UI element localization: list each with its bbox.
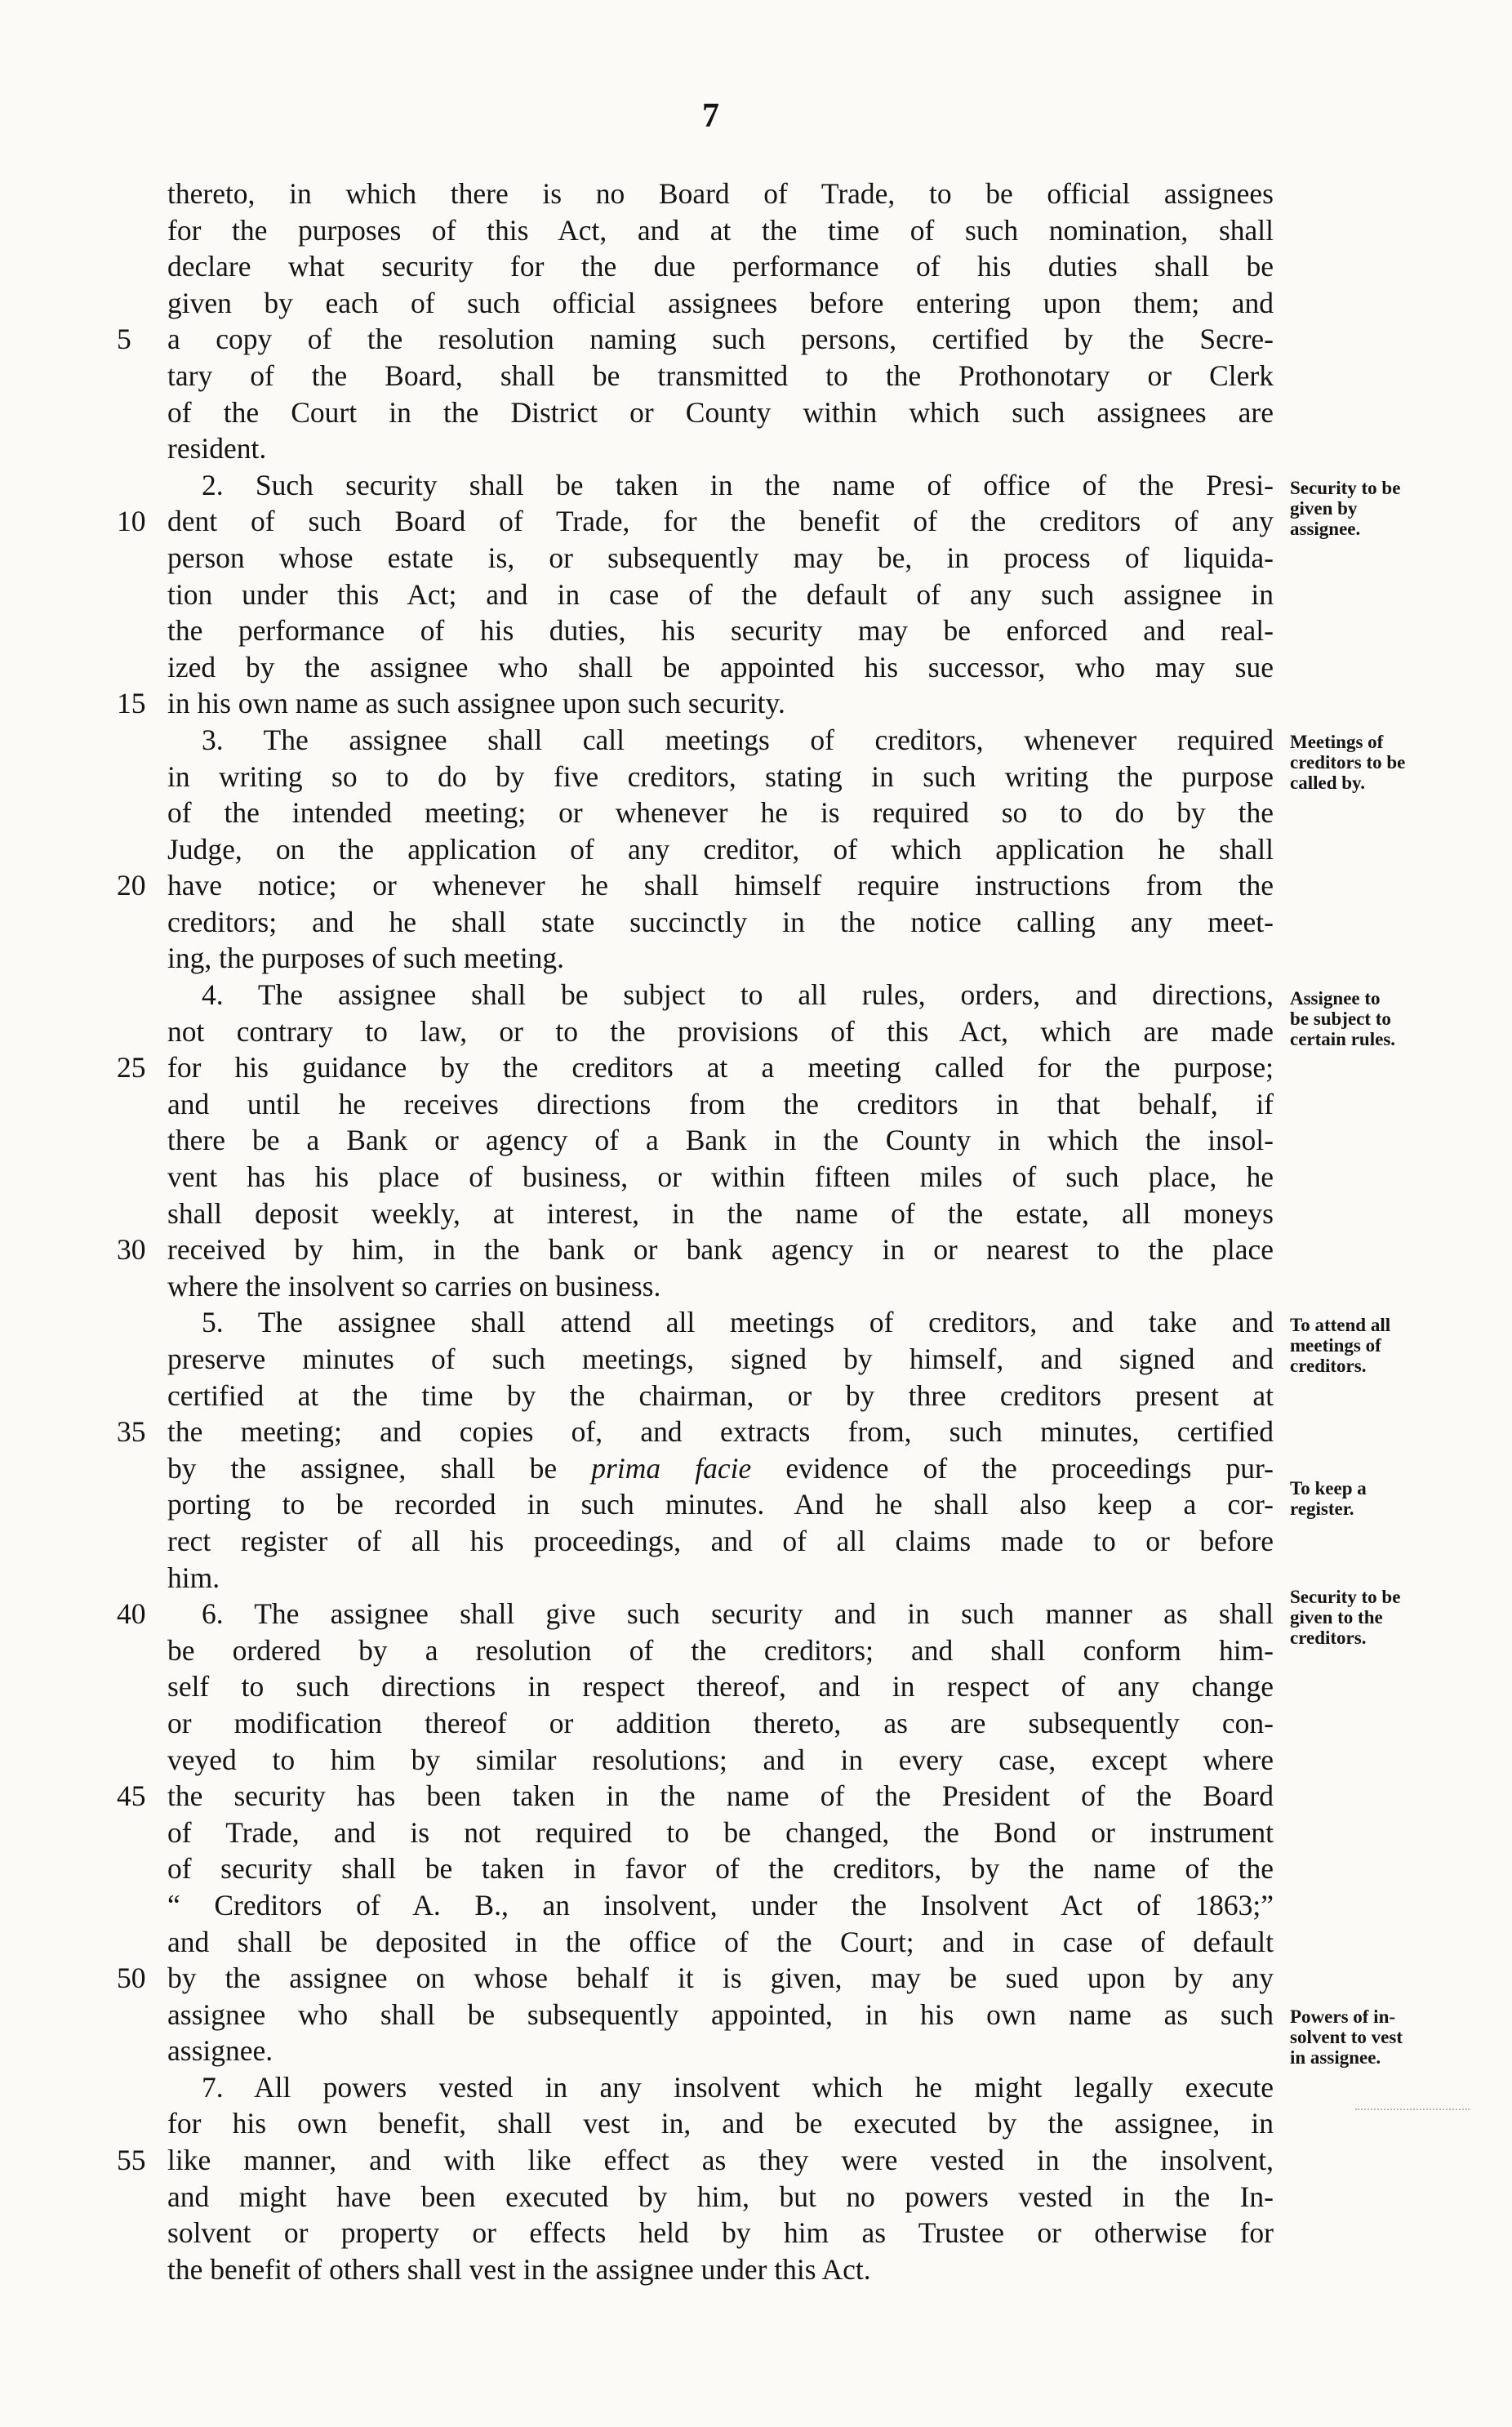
text-line [117,1596,1274,1632]
line-text: and might have been executed by him, but no powers vested in the In- [167,2180,1274,2213]
line-number: 20 [117,869,146,902]
text-line [167,1815,1274,1851]
line-text: solvent or property or effects held by him as Trustee or otherwise for [167,2216,1274,2250]
line-text: 3. The assignee shall call meetings of creditors, whenever required [202,723,1274,756]
text-line [167,1122,1274,1159]
line-text: Judge, on the application of any creditor, of which application he shall [167,832,1274,866]
line-number: 40 [117,1597,146,1631]
text-line [167,612,1274,649]
text-line [167,759,1274,795]
text-line [167,394,1274,431]
text-line [117,1231,1274,1268]
text-line [167,2251,1274,2288]
text-line [167,212,1274,249]
text-line [167,577,1274,613]
text-line [167,649,1274,686]
text-line [167,940,1274,977]
line-text: for the purposes of this Act, and at the time of such nomination, shall [167,213,1274,247]
line-text: the meeting; and copies of, and extracts from, such minutes, certified [167,1415,1274,1449]
text-line [167,831,1274,868]
text-line [167,467,1274,504]
line-text: assignee. [167,2034,273,2068]
line-text: creditors; and he shall state succinctly in the notice calling any meet- [167,905,1274,938]
text-line [167,285,1274,322]
text-line [167,2215,1274,2251]
text-line [117,685,1274,722]
margin-note: Assignee to be subject to certain rules. [1290,988,1396,1049]
line-text: declare what security for the due performance of his duties shall be [167,250,1274,283]
margin-note: Security to be given by assignee. [1290,478,1401,539]
text-line [167,2179,1274,2215]
line-text: in writing so to do by five creditors, stating in such writing the purpose [167,759,1274,793]
line-text: be ordered by a resolution of the creditors; and shall conform him- [167,1633,1274,1667]
print-smudge [1355,2109,1470,2122]
line-number: 35 [117,1415,146,1449]
text-line [167,2033,1274,2069]
line-text: certified at the time by the chairman, or by three creditors present at [167,1378,1274,1412]
text-line [117,1049,1274,1086]
line-text: vent has his place of business, or within fifteen miles of such place, he [167,1160,1274,1194]
text-line [117,1778,1274,1815]
line-text: and shall be deposited in the office of the Court; and in case of default [167,1925,1274,1958]
line-text: thereto, in which there is no Board of Trade, to be official assignees [167,177,1274,210]
line-text: 2. Such security shall be taken in the name of office of the Presi- [202,468,1274,501]
line-text: dent of such Board of Trade, for the benefit of the creditors of any [167,505,1274,538]
page-number: 7 [702,97,719,135]
line-text: 6. The assignee shall give such security and in such manner as shall [202,1597,1274,1631]
text-line [167,1705,1274,1742]
text-line [167,1924,1274,1961]
line-text: tary of the Board, shall be transmitted to the Prothonotary or Clerk [167,358,1274,392]
text-line [167,795,1274,831]
text-line [117,1414,1274,1450]
text-line [167,358,1274,394]
margin-note: Security to be given to the creditors. [1290,1587,1401,1648]
line-text: of security shall be taken in favor of the creditors, by the name of the [167,1852,1274,1886]
line-text: or modification thereof or addition thereto, as are subsequently con- [167,1706,1274,1739]
text-line [167,1632,1274,1669]
text-line [167,1196,1274,1232]
line-number: 50 [117,1962,146,1995]
line-number: 30 [117,1233,146,1267]
text-line [167,1486,1274,1523]
text-line [167,1304,1274,1341]
line-number: 55 [117,2144,146,2177]
line-text: 4. The assignee shall be subject to all rules, orders, and directions, [202,978,1274,1012]
line-text: like manner, and with like effect as they were vested in the insolvent, [167,2144,1274,2177]
line-text: the benefit of others shall vest in the assignee under this Act. [167,2252,871,2286]
text-line [167,1268,1274,1305]
line-text: assignee who shall be subsequently appointed, in his own name as such [167,1997,1274,2031]
line-text: given by each of such official assignees before entering upon them; and [167,286,1274,319]
line-text: and until he receives directions from the creditors in that behalf, if [167,1087,1274,1120]
line-text: resident. [167,432,267,465]
line-text: him. [167,1561,220,1594]
text-line [167,1560,1274,1596]
line-number: 45 [117,1779,146,1813]
line-text: by the assignee, shall be prima facie evidence of the proceedings pur- [167,1451,1274,1485]
text-line [167,904,1274,941]
line-text: “ Creditors of A. B., an insolvent, under the Insolvent Act of 1863;” [167,1888,1274,1922]
line-text: tion under this Act; and in case of the default of any such assignee in [167,577,1274,611]
line-text: ized by the assignee who shall be appointed his successor, who may sue [167,650,1274,684]
text-line [167,1742,1274,1779]
line-text: person whose estate is, or subsequently may be, in process of liquida- [167,541,1274,574]
line-text: have notice; or whenever he shall himself require instructions from the [167,869,1274,902]
text-line [167,1850,1274,1887]
line-text: ing, the purposes of such meeting. [167,942,565,975]
text-line [167,2105,1274,2142]
line-number: 25 [117,1051,146,1084]
text-line [167,1378,1274,1414]
text-line [167,540,1274,577]
line-text: a copy of the resolution naming such persons, certified by the Secre- [167,323,1274,356]
line-text: by the assignee on whose behalf it is given, may be sued upon by any [167,1962,1274,1995]
line-text: not contrary to law, or to the provisions of this Act, which are made [167,1014,1274,1048]
margin-note: To keep a register. [1290,1478,1367,1519]
text-line [167,1159,1274,1196]
text-line [167,722,1274,759]
margin-note: Powers of in- solvent to vest in assignee. [1290,2006,1403,2068]
text-line [167,1997,1274,2033]
text-line [167,977,1274,1013]
text-line [167,1668,1274,1705]
margin-note: Meetings of creditors to be called by. [1290,732,1406,793]
line-text: 5. The assignee shall attend all meetings of creditors, and take and [202,1306,1274,1339]
line-text: shall deposit weekly, at interest, in the name of the estate, all moneys [167,1196,1274,1230]
line-text: veyed to him by similar resolutions; and in every case, except where [167,1743,1274,1776]
line-text: where the insolvent so carries on business. [167,1269,661,1303]
line-text: in his own name as such assignee upon such security. [167,687,785,720]
text-line [167,1086,1274,1123]
text-line [167,1013,1274,1050]
text-line [117,2142,1274,2179]
line-number: 10 [117,505,146,538]
line-text: rect register of all his proceedings, and of all claims made to or before [167,1524,1274,1557]
text-line [117,867,1274,904]
line-text: self to such directions in respect thereof, and in respect of any change [167,1670,1274,1703]
line-text: there be a Bank or agency of a Bank in the County in which the insol- [167,1124,1274,1157]
text-line [117,321,1274,358]
line-number: 15 [117,687,146,720]
text-line [117,1960,1274,1997]
line-text: of the intended meeting; or whenever he is required so to do by the [167,796,1274,830]
text-line [117,503,1274,540]
text-line [167,248,1274,285]
body-text [117,176,1274,2287]
line-text: of the Court in the District or County within which such assignees are [167,395,1274,429]
text-line [167,2069,1274,2106]
line-text: 7. All powers vested in any insolvent which he might legally execute [202,2070,1274,2104]
line-text: for his guidance by the creditors at a meeting called for the purpose; [167,1051,1274,1084]
line-text: received by him, in the bank or bank agency in or nearest to the place [167,1233,1274,1267]
text-line [167,1341,1274,1378]
text-line [167,1523,1274,1560]
margin-note: To attend all meetings of creditors. [1290,1315,1391,1376]
line-text: porting to be recorded in such minutes. And he shall also keep a cor- [167,1488,1274,1521]
line-number: 5 [117,323,131,356]
text-line [167,430,1274,467]
line-text: preserve minutes of such meetings, signed by himself, and signed and [167,1343,1274,1375]
line-text: for his own benefit, shall vest in, and be executed by the assignee, in [167,2107,1274,2140]
line-text: the performance of his duties, his security may be enforced and real- [167,614,1274,648]
text-line [167,1887,1274,1924]
line-text: of Trade, and is not required to be changed, the Bond or instrument [167,1815,1274,1849]
text-line [167,176,1274,212]
line-text: the security has been taken in the name of the President of the Board [167,1779,1274,1813]
text-line [167,1450,1274,1487]
